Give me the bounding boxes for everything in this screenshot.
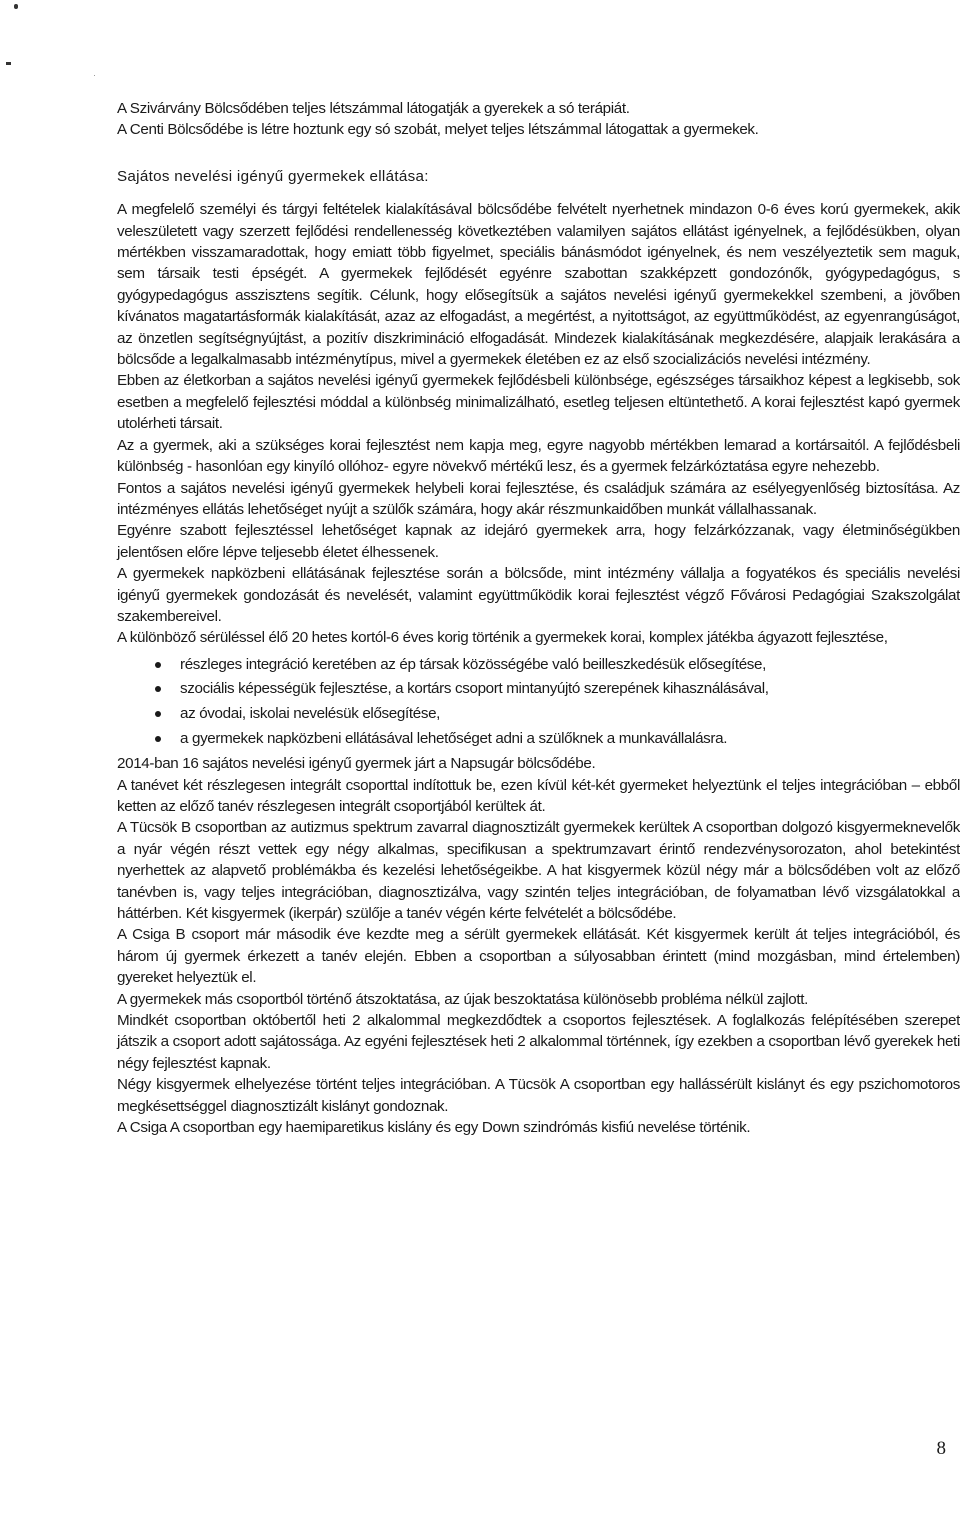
bullet-icon [155,736,161,742]
bullet-icon [155,662,161,668]
paragraph: Négy kisgyermek elhelyezése történt teljes integrációban. A Tücsök A csoportban egy hallássérült kislányt és egy pszichomotoros megkésettséggel diagnosztizált kislányt gondoznak. [117,1076,960,1115]
paragraph: A különböző sérüléssel élő 20 hetes kortól-6 éves korig történik a gyermekek korai, komplex játékba ágyazott fejlesztése, [117,629,888,647]
paragraph: A gyermekek napközbeni ellátásának fejlesztése során a bölcsőde, mint intézmény vállalja a fogyatékos és speciális nevelési igényű gyermekek gondozását és nevelését, valamint együttműködik korai fejlesztést végző Fővárosi Pedagógiai Szakszolgálat szakembereivel. [117,565,960,625]
paragraph: Ebben az életkorban a sajátos nevelési igényű gyermekek fejlődésbeli különbsége, egészséges társaikhoz képest a legkisebb, sok esetben a megfelelő fejlesztési móddal a különbség minimalizálható, esetleg teljesen eltüntethető. A korai fejlesztést kapó gyermek utolérheti társait. [117,372,960,433]
paragraph: A Szivárvány Bölcsődében teljes létszámmal látogatják a gyerekek a só terápiát. [117,100,630,117]
paragraph: A gyermekek más csoportból történő átszoktatása, az újak beszoktatása különösebb probléma nélkül zajlott. [117,990,808,1008]
paragraph: 2014-ban 16 sajátos nevelési igényű gyermek járt a Napsugár bölcsődébe. [117,755,596,773]
paragraph: A megfelelő személyi és tárgyi feltételek kialakításával bölcsődébe felvételt nyerhetnek mindazon 0-6 éves korú gyermekek, akik veleszületett vagy szerzett fejlődési rendellenesség következtében valamilyen sajátos ellátást igényelnek, a fejlődésükben, olyan mértékben visszamaradottak, hogy emiatt több figyelmet, speciális bánásmódot igényelnek, és nem veszélyeztetik sem maguk, sem társaik testi épségét. A gyermekek fejlődését egyénre szabottan szakképzett gondozónők, gyógypedagógus, s gyógypedagógus asszisztens segítik. Célunk, hogy elősegítsük a sajátos nevelési igényű gyermekekkel szembeni, a jövőben kívánatos magatartásformák kialakítását, azaz az elfogadást, a megértést, a nyitottságot, az együttműködést, az egyenrangúságot, az önzetlen segítségnyújtást, a pozitív diszkrimináció elfogadását. Mindezek kialakításának megkezdésére, alapjaik lerakására a bölcsőde a legalkalmasabb intézménytípus, mivel a gyermekek életében ez az első szocializációs nevelési intézmény. [117,201,960,369]
scan-mark [6,62,11,65]
paragraph: Fontos a sajátos nevelési igényű gyermekek helybeli korai fejlesztése, és családjuk számára az esélyegyenlőség biztosítása. Az intézményes ellátás lehetőséget nyújt a szülők számára, hogy akár részmunkaidőben munkát vállalhassanak. [117,479,960,518]
document-body [117,98,960,1138]
scan-mark [14,4,18,9]
bullet-list [117,653,960,751]
list-item [155,702,960,727]
paragraph: A Csiga B csoport már második éve kezdte meg a sérült gyermekek ellátását. Két kisgyermek került át teljes integrációból, és három új gyermek érkezett a tanév elején. Ebben a csoportban a súlyosabban érintett (mind mozgásban, mind értelemben) gyereket helyeztük el. [117,926,960,987]
paragraph: Mindkét csoportban októbertől heti 2 alkalommal megkezdődtek a csoportos fejlesztések. A foglalkozás felépítésében szerepet játszik a csoport adott sajátossága. Az egyéni fejlesztések heti 2 alkalommal történnek, így ezekben a csoportban lévő gyerekek heti négy fejlesztést kapnak. [117,1012,960,1072]
list-item [155,677,960,702]
list-item-text: szociális képességük fejlesztése, a kortárs csoport mintanyújtó szerepének kihasználásával, [180,680,769,698]
paragraph: Egyénre szabott fejlesztéssel lehetőséget kapnak az idejáró gyermekek arra, hogy felzárkózzanak, vagy életminőségükben jelentősen előre lépve teljesebb életet élhessenek. [117,522,960,561]
paragraph: A tanévet két részlegesen integrált csoporttal indítottuk be, ezen kívül két-két gyermeket helyeztünk el teljes integrációban – ebből ketten az előző tanév részlegesen integrált csoportjából kerültek át. [117,776,960,815]
list-item [155,653,960,678]
paragraph: A Tücsök B csoportban az autizmus spektrum zavarral diagnosztizált gyermekek kerültek A csoportban dolgozó kisgyermeknevelők a nyár végén részt vettek egy négy alkalmas, specifikusan a spektrumzavart érintő rendezvénysorozaton, ahol betekintést nyerhettek az alapvető problémákba és kezelési lehetőségeikbe. A hat kisgyermek közül négy már a bölcsődében volt az előző tanévben is, vagy teljes integrációban, diagnosztizálva, vagy szintén teljes integrációban, de folyamatban lévő vizsgálatokkal a háttérben. Két kisgyermek (ikerpár) szülője a tanév végén kérte felvételét a bölcsődébe. [117,819,960,922]
list-item-text: a gyermekek napközbeni ellátásával lehetőséget adni a szülőknek a munkavállalásra. [180,729,728,747]
bullet-icon [155,711,161,717]
paragraph: A Centi Bölcsődébe is létre hoztunk egy só szobát, melyet teljes létszámmal látogattak a gyermekek. [117,121,759,139]
paragraph: Az a gyermek, aki a szükséges korai fejlesztést nem kapja meg, egyre nagyobb mértékben lemarad a kortársaitól. A fejlődésbeli különbség - hasonlóan egy kinyíló ollóhoz- egyre növekvő mértékű lesz, és a gyermek felzárkóztatása egyre nehezebb. [117,436,960,476]
bullet-icon [155,686,161,692]
paragraph: A Csiga A csoportban egy haemiparetikus kislány és egy Down szindrómás kisfiú nevelése történik. [117,1119,751,1137]
scan-mark [94,75,95,76]
list-item [155,727,960,752]
section-heading: Sajátos nevelési igényű gyermekek ellátása: [117,167,429,185]
page-number: 8 [936,1438,946,1459]
list-item-text: részleges integráció keretében az ép társak közösségébe való beilleszkedésük elősegítése, [180,655,766,673]
list-item-text: az óvodai, iskolai nevelésük elősegítése, [180,704,441,722]
